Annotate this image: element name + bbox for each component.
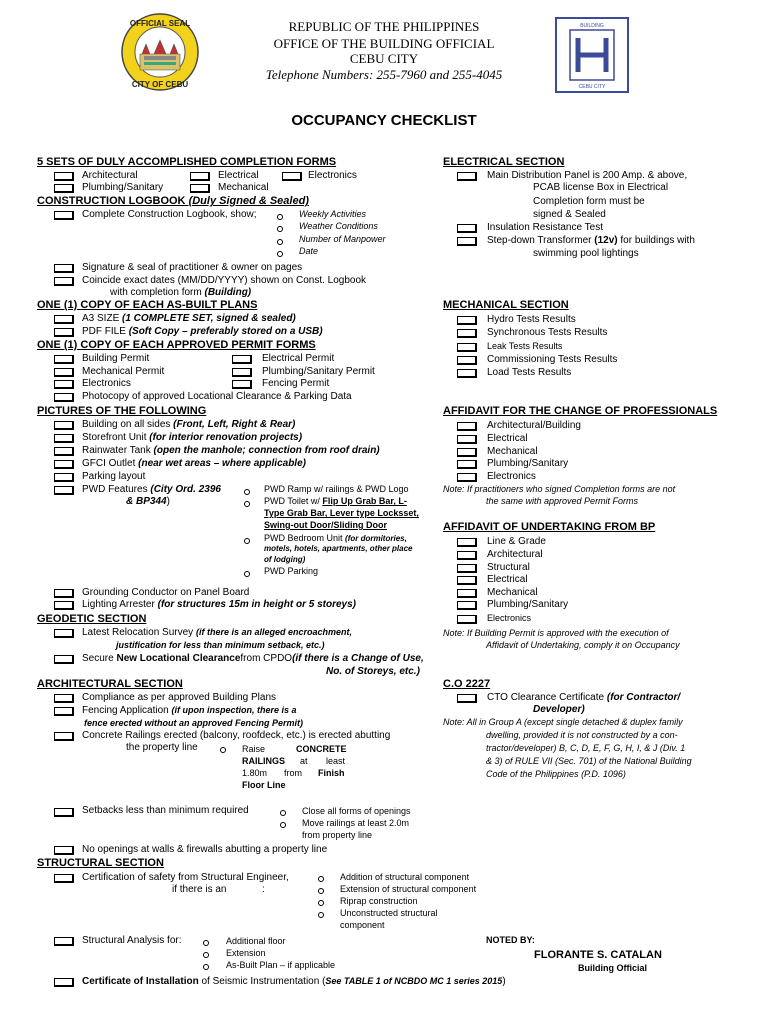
- raise-floor-line: Floor Line: [242, 780, 286, 790]
- struct-sub-riprap: Riprap construction: [340, 896, 418, 906]
- section-heading-completion: 5 SETS OF DULY ACCOMPLISHED COMPLETION FORMS: [37, 156, 337, 168]
- raise-concrete: CONCRETE: [296, 744, 347, 754]
- logbook-sub-weather: Weather Conditions: [299, 221, 378, 231]
- section-heading-asbuilt: ONE (1) COPY OF EACH AS-BUILT PLANS: [37, 299, 258, 311]
- undertaking-note-cont: Affidavit of Undertaking, comply it on Occupancy: [486, 640, 680, 650]
- header-line-1: REPUBLIC OF THE PHILIPPINES: [288, 19, 480, 34]
- struct-sub-unconstructed: Unconstructed structural: [340, 908, 438, 918]
- item-photocopy: Photocopy of approved Locational Clearance & Parking Data: [82, 391, 352, 402]
- co-note-1: Note: All in Group A (except single detached & duplex family: [443, 717, 683, 727]
- raise-least: least: [326, 756, 346, 766]
- pwd-sub-bedroom-cont1: motels, hotels, apartments, other place: [264, 544, 413, 553]
- item-electrical-permit: Electrical Permit: [262, 353, 335, 364]
- co-note-2: dwelling, provided it is not constructed by a con-: [486, 730, 678, 740]
- item-electronics: Electronics: [308, 170, 357, 181]
- checkbox-railings[interactable]: [54, 732, 74, 741]
- section-heading-logbook: CONSTRUCTION LOGBOOK (Duly Signed & Sealed): [37, 195, 309, 207]
- checkbox-a3[interactable]: [54, 315, 74, 324]
- checkbox-leak[interactable]: [457, 343, 477, 352]
- item-und-electrical: Electrical: [487, 574, 528, 585]
- item-mechanical-permit: Mechanical Permit: [82, 366, 165, 377]
- item-coincide: Coincide exact dates (MM/DD/YYYY) shown on Const. Logbook: [82, 275, 367, 286]
- checkbox-electrical-permit[interactable]: [232, 355, 252, 364]
- checkbox-main-panel[interactable]: [457, 172, 477, 181]
- raise-finish: Finish: [318, 768, 345, 778]
- logbook-sub-date: Date: [299, 246, 319, 256]
- section-heading-permits: ONE (1) COPY OF EACH APPROVED PERMIT FORMS: [37, 339, 316, 351]
- checkbox-plumbing-permit[interactable]: [232, 368, 252, 377]
- item-main-panel: Main Distribution Panel is 200 Amp. & above,: [487, 170, 688, 181]
- item-plumbing: Plumbing/Sanitary: [82, 182, 164, 193]
- struct-sub-addition: Addition of structural component: [340, 872, 470, 882]
- bullet-icon: [203, 952, 209, 958]
- setback-sub-move: Move railings at least 2.0m: [302, 818, 410, 828]
- header-phones: Telephone Numbers: 255-7960 and 255-4045: [265, 67, 503, 82]
- co-note-5: Code of the Philippines (P.D. 1096): [486, 769, 626, 779]
- item-relocation: Latest Relocation Survey (if there is an alleged encroachment,: [82, 627, 352, 638]
- item-pic-building: Building on all sides (Front, Left, Right & Rear): [82, 419, 296, 430]
- setback-sub-close: Close all forms of openings: [302, 806, 411, 816]
- pwd-sub-toilet: PWD Toilet w/ Flip Up Grab Bar, L-: [264, 496, 407, 506]
- bullet-icon: [220, 747, 226, 753]
- item-seismic: Certificate of Installation of Seismic Instrumentation (See TABLE 1 of NCBDO MC 1 series 2015): [82, 976, 506, 987]
- item-pic-storefront: Storefront Unit (for interior renovation projects): [82, 432, 303, 443]
- checkbox-fencing-app[interactable]: [54, 707, 74, 716]
- bullet-icon: [244, 489, 250, 495]
- logbook-sub-weekly: Weekly Activities: [299, 209, 367, 219]
- item-locational: Secure New Locational Clearancefrom CPDO(if there is a Change of Use,: [82, 653, 424, 664]
- checkbox-und-structural[interactable]: [457, 564, 477, 573]
- item-aff-electrical: Electrical: [487, 433, 528, 444]
- item-railings: Concrete Railings erected (balcony, roofdeck, etc.) is erected abutting: [82, 730, 391, 741]
- item-no-openings: No openings at walls & firewalls abutting a property line: [82, 844, 328, 855]
- section-heading-affidavit-change: AFFIDAVIT FOR THE CHANGE OF PROFESSIONALS: [443, 405, 718, 417]
- checkbox-no-openings[interactable]: [54, 846, 74, 855]
- item-commissioning: Commissioning Tests Results: [487, 354, 618, 365]
- svg-text:OFFICIAL SEAL: OFFICIAL SEAL: [129, 19, 191, 28]
- item-railings-cont: the property line: [126, 742, 198, 753]
- item-und-line-grade: Line & Grade: [487, 536, 546, 547]
- raise-from: from: [284, 768, 302, 778]
- checkbox-plumbing[interactable]: [54, 184, 74, 193]
- item-pic-pwd-cont: & BP344): [126, 496, 170, 507]
- item-fencing-app-cont: fence erected without an approved Fencing Permit): [84, 718, 304, 728]
- checkbox-hydro[interactable]: [457, 316, 477, 325]
- page-title: OCCUPANCY CHECKLIST: [291, 112, 477, 129]
- item-signature: Signature & seal of practitioner & owner on pages: [82, 262, 303, 273]
- bullet-icon: [318, 876, 324, 882]
- item-und-plumbing: Plumbing/Sanitary: [487, 599, 569, 610]
- section-heading-co: C.O 2227: [443, 678, 491, 690]
- checkbox-certification[interactable]: [54, 874, 74, 883]
- pwd-sub-ramp: PWD Ramp w/ railings & PWD Logo: [264, 484, 409, 494]
- bullet-icon: [277, 251, 283, 257]
- header-line-2: OFFICE OF THE BUILDING OFFICIAL: [273, 36, 495, 51]
- item-building-permit: Building Permit: [82, 353, 150, 364]
- bullet-icon: [277, 226, 283, 232]
- svg-text:CEBU CITY: CEBU CITY: [578, 84, 606, 90]
- section-heading-undertaking: AFFIDAVIT OF UNDERTAKING FROM BP: [443, 521, 656, 533]
- item-locational-cont: No. of Storeys, etc.): [326, 666, 420, 677]
- checkbox-fencing-permit[interactable]: [232, 380, 252, 389]
- checkbox-pic-pwd[interactable]: [54, 486, 74, 495]
- bullet-icon: [244, 571, 250, 577]
- item-aff-plumbing: Plumbing/Sanitary: [487, 458, 569, 469]
- checkbox-electrical[interactable]: [190, 172, 210, 181]
- setback-sub-from: from property line: [302, 830, 373, 840]
- item-aff-architectural: Architectural/Building: [487, 420, 581, 431]
- bullet-icon: [277, 239, 283, 245]
- bullet-icon: [280, 822, 286, 828]
- checkbox-mechanical-permit[interactable]: [54, 368, 74, 377]
- checkbox-locational[interactable]: [54, 655, 74, 664]
- checkbox-pic-building[interactable]: [54, 421, 74, 430]
- checkbox-pic-storefront[interactable]: [54, 434, 74, 443]
- item-compliance: Compliance as per approved Building Plans: [82, 692, 277, 703]
- checkbox-building-permit[interactable]: [54, 355, 74, 364]
- item-setbacks: Setbacks less than minimum required: [82, 805, 249, 816]
- checkbox-und-electronics[interactable]: [457, 615, 477, 624]
- section-heading-architectural: ARCHITECTURAL SECTION: [37, 678, 183, 690]
- checkbox-logbook[interactable]: [54, 211, 74, 220]
- checkbox-und-plumbing[interactable]: [457, 601, 477, 610]
- noted-by-label: NOTED BY:: [486, 935, 535, 945]
- item-insulation: Insulation Resistance Test: [487, 222, 603, 233]
- item-architectural: Architectural: [82, 170, 138, 181]
- checkbox-load[interactable]: [457, 369, 477, 378]
- checkbox-signature[interactable]: [54, 264, 74, 273]
- item-certification-cont: if there is an: [172, 884, 227, 895]
- item-coincide-cont: with completion form (Building): [110, 287, 252, 298]
- item-pic-rainwater: Rainwater Tank (open the manhole; connection from roof drain): [82, 445, 380, 456]
- bullet-icon: [280, 810, 286, 816]
- checkbox-synchronous[interactable]: [457, 329, 477, 338]
- item-und-architectural: Architectural: [487, 549, 543, 560]
- item-logbook: Complete Construction Logbook, show;: [82, 209, 257, 220]
- bullet-icon: [318, 912, 324, 918]
- pwd-sub-toilet-cont2: Swing-out Door/Sliding Door: [264, 520, 387, 530]
- checkbox-pic-rainwater[interactable]: [54, 447, 74, 456]
- checkbox-und-electrical[interactable]: [457, 576, 477, 585]
- section-heading-mechanical: MECHANICAL SECTION: [443, 299, 569, 311]
- raise-word: Raise: [242, 744, 266, 754]
- item-hydro: Hydro Tests Results: [487, 314, 576, 325]
- item-aff-mechanical: Mechanical: [487, 446, 538, 457]
- item-main-panel-cont3: signed & Sealed: [533, 209, 606, 220]
- checkbox-electronics-permit[interactable]: [54, 380, 74, 389]
- checkbox-pic-parking[interactable]: [54, 473, 74, 482]
- checkbox-aff-electronics[interactable]: [457, 473, 477, 482]
- checkbox-commissioning[interactable]: [457, 356, 477, 365]
- analysis-sub-asbuilt: As-Built Plan – if applicable: [226, 960, 336, 970]
- item-main-panel-cont2: Completion form must be: [533, 196, 645, 207]
- pwd-sub-toilet-cont1: Type Grab Bar, Lever type Locksset,: [264, 508, 419, 518]
- item-electronics-permit: Electronics: [82, 378, 131, 389]
- signatory-name: FLORANTE S. CATALAN: [534, 949, 662, 961]
- item-relocation-cont: justification for less than minimum setback, etc.): [116, 640, 325, 650]
- checkbox-architectural[interactable]: [54, 172, 74, 181]
- item-pic-parking: Parking layout: [82, 471, 146, 482]
- item-load: Load Tests Results: [487, 367, 572, 378]
- co-note-3: tractor/developer) B, C, D, E, F, G, H, I, & J (Div. 1: [486, 743, 686, 753]
- checkbox-mechanical[interactable]: [190, 184, 210, 193]
- item-transformer: Step-down Transformer (12v) for buildings with: [487, 235, 695, 246]
- pwd-sub-parking: PWD Parking: [264, 566, 319, 576]
- bullet-icon: [203, 940, 209, 946]
- raise-at: at: [300, 756, 308, 766]
- struct-sub-extension: Extension of structural component: [340, 884, 477, 894]
- affidavit-change-note-cont: the same with approved Permit Forms: [486, 496, 639, 506]
- bullet-icon: [318, 888, 324, 894]
- header-line-3: CEBU CITY: [349, 51, 419, 66]
- bullet-icon: [244, 538, 250, 544]
- section-heading-electrical: ELECTRICAL SECTION: [443, 156, 565, 168]
- bullet-icon: [318, 900, 324, 906]
- bullet-icon: [277, 214, 283, 220]
- checkbox-und-line-grade[interactable]: [457, 538, 477, 547]
- raise-railings: RAILINGS: [242, 756, 286, 766]
- item-leak: Leak Tests Results: [487, 341, 563, 351]
- item-aff-electronics: Electronics: [487, 471, 536, 482]
- raise-height: 1.80m: [242, 768, 268, 778]
- bullet-icon: [244, 501, 250, 507]
- checkbox-compliance[interactable]: [54, 694, 74, 703]
- section-heading-structural: STRUCTURAL SECTION: [37, 857, 164, 869]
- checkbox-grounding[interactable]: [54, 589, 74, 598]
- section-heading-pictures: PICTURES OF THE FOLLOWING: [37, 405, 207, 417]
- svg-text:CITY OF CEBU: CITY OF CEBU: [131, 80, 189, 89]
- checkbox-pic-gfci[interactable]: [54, 460, 74, 469]
- pwd-sub-bedroom: PWD Bedroom Unit (for dormitories,: [264, 533, 407, 543]
- checkbox-setbacks[interactable]: [54, 808, 74, 817]
- affidavit-change-note: Note: If practitioners who signed Completion forms are not: [443, 484, 676, 494]
- checkbox-insulation[interactable]: [457, 224, 477, 233]
- checkbox-aff-electrical[interactable]: [457, 435, 477, 444]
- item-mechanical: Mechanical: [218, 182, 269, 193]
- section-heading-geodetic: GEODETIC SECTION: [37, 613, 147, 625]
- checkbox-und-mechanical[interactable]: [457, 589, 477, 598]
- item-fencing-app: Fencing Application (if upon inspection, there is a: [82, 705, 297, 716]
- checkbox-seismic[interactable]: [54, 978, 74, 987]
- logbook-sub-manpower: Number of Manpower: [299, 234, 386, 244]
- item-transformer-cont: swimming pool lightings: [533, 248, 639, 259]
- item-analysis: Structural Analysis for:: [82, 935, 182, 946]
- analysis-sub-floor: Additional floor: [226, 936, 286, 946]
- checkbox-pdf[interactable]: [54, 328, 74, 337]
- checkbox-aff-plumbing[interactable]: [457, 460, 477, 469]
- item-cto-cont: Developer): [533, 704, 585, 715]
- checkbox-electronics[interactable]: [282, 172, 302, 181]
- item-pic-gfci: GFCI Outlet (near wet areas – where applicable): [82, 458, 306, 469]
- checkbox-transformer[interactable]: [457, 237, 477, 246]
- signatory-title: Building Official: [578, 963, 647, 973]
- struct-sub-component: component: [340, 920, 385, 930]
- item-und-electronics: Electronics: [487, 613, 532, 623]
- item-electrical: Electrical: [218, 170, 259, 181]
- bullet-icon: [203, 964, 209, 970]
- item-und-structural: Structural: [487, 562, 530, 573]
- item-pic-pwd: PWD Features (City Ord. 2396: [82, 484, 221, 495]
- svg-text:BUILDING: BUILDING: [580, 23, 604, 29]
- checkbox-analysis[interactable]: [54, 937, 74, 946]
- item-synchronous: Synchronous Tests Results: [487, 327, 608, 338]
- item-lighting: Lighting Arrester (for structures 15m in height or 5 storeys): [82, 599, 356, 610]
- checkbox-cto[interactable]: [457, 694, 477, 703]
- item-pdf: PDF FILE (Soft Copy – preferably stored on a USB): [82, 326, 323, 337]
- item-grounding: Grounding Conductor on Panel Board: [82, 587, 250, 598]
- item-fencing-permit: Fencing Permit: [262, 378, 330, 389]
- item-plumbing-permit: Plumbing/Sanitary Permit: [262, 366, 375, 377]
- checkbox-photocopy[interactable]: [54, 393, 74, 402]
- checkbox-relocation[interactable]: [54, 629, 74, 638]
- item-certification: Certification of safety from Structural Engineer,: [82, 872, 289, 883]
- co-note-4: & 3) of RULE VII (Sec. 701) of the National Building: [486, 756, 692, 766]
- item-cto: CTO Clearance Certificate (for Contractor/: [487, 692, 681, 703]
- checkbox-aff-architectural[interactable]: [457, 422, 477, 431]
- checkbox-coincide[interactable]: [54, 277, 74, 286]
- item-a3: A3 SIZE (1 COMPLETE SET, signed & sealed): [82, 313, 296, 324]
- analysis-sub-extension: Extension: [226, 948, 266, 958]
- undertaking-note: Note: If Building Permit is approved with the execution of: [443, 628, 669, 638]
- checkbox-aff-mechanical[interactable]: [457, 448, 477, 457]
- checkbox-lighting[interactable]: [54, 601, 74, 610]
- pwd-sub-bedroom-cont2: of lodging): [264, 555, 306, 564]
- checkbox-und-architectural[interactable]: [457, 551, 477, 560]
- item-und-mechanical: Mechanical: [487, 587, 538, 598]
- item-main-panel-cont1: PCAB license Box in Electrical: [533, 182, 669, 193]
- item-certification-colon: :: [262, 884, 265, 895]
